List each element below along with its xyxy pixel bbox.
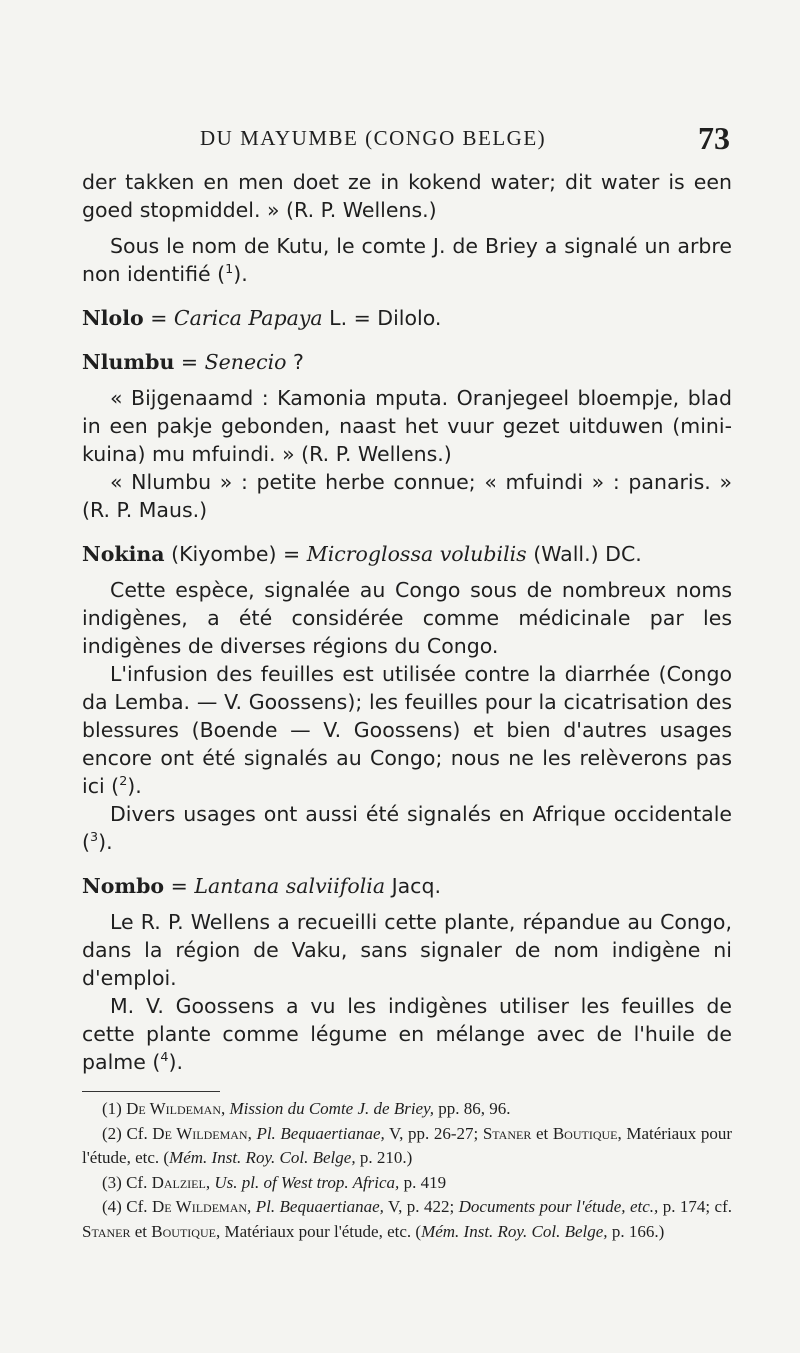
footnote-text: V, p. 422; bbox=[383, 1197, 459, 1216]
footnote-text: p. 166.) bbox=[607, 1221, 665, 1241]
entry-prefix: (Kiyombe) = bbox=[164, 542, 307, 566]
paragraph-tail: ). bbox=[98, 830, 113, 854]
page-number: 73 bbox=[698, 120, 730, 156]
entry-term: Nlumbu bbox=[82, 350, 175, 374]
paragraph-continuation: der takken en men doet ze in kokend water; dit water is een goed stopmiddel. » (R. P. Wellens.) bbox=[82, 170, 732, 222]
entry-rest: ? bbox=[286, 350, 304, 374]
footnote-ref-4: 4 bbox=[160, 1049, 169, 1065]
footnote-number: (3) bbox=[102, 1172, 122, 1192]
footnote-1 bbox=[82, 1097, 732, 1122]
footnote-author: Boutique, bbox=[151, 1221, 221, 1241]
footnote-author: Boutique, bbox=[552, 1123, 622, 1143]
entry-term: Nlolo bbox=[82, 306, 144, 330]
paragraph-text: Divers usages ont aussi été signalés en Afrique occidentale ( bbox=[82, 802, 732, 854]
footnote-title: Us. pl. of West trop. Africa, bbox=[214, 1172, 400, 1192]
entry-rest: (Wall.) DC. bbox=[526, 542, 642, 566]
footnote-text: pp. 86, 96. bbox=[433, 1099, 511, 1118]
page-header bbox=[200, 120, 730, 156]
footnote-ref-2: 2 bbox=[119, 773, 128, 789]
footnote-text: Matériaux pour l'étude, etc. ( bbox=[82, 1123, 732, 1167]
paragraph-espece: Cette espèce, signalée au Congo sous de nombreux noms indigènes, a été considérée comme médicinale par les indigènes de diverses régions du Congo. bbox=[82, 578, 732, 658]
footnote-text: Matériaux pour l'étude, etc. ( bbox=[220, 1221, 422, 1241]
entry-rest: Jacq. bbox=[385, 874, 441, 898]
paragraph-tail: ). bbox=[168, 1050, 183, 1074]
paragraph-tail: ). bbox=[233, 262, 248, 286]
paragraph-text: L'infusion des feuilles est utilisée contre la diarrhée (Congo da Lemba. — V. Goossens); les feuilles pour la cicatrisation des blessures (Boende — V. Goossens) et bien d'autres usages encore ont été signalés au Congo; nous ne les relèverons pas ici ( bbox=[82, 662, 732, 798]
paragraph-infusion bbox=[82, 660, 732, 800]
footnote-divider bbox=[82, 1091, 220, 1092]
footnote-author: Staner bbox=[482, 1123, 532, 1143]
footnote-text: Cf. bbox=[126, 1172, 152, 1192]
footnote-2 bbox=[82, 1122, 732, 1171]
footnote-author: De Wildeman, bbox=[126, 1099, 226, 1118]
paragraph-wellens-nombo: Le R. P. Wellens a recueilli cette plante, répandue au Congo, dans la région de Vaku, sans signaler de nom indigène ni d'emploi. bbox=[82, 910, 732, 990]
paragraph-text: Sous le nom de Kutu, le comte J. de Briey a signalé un arbre non identifié ( bbox=[82, 234, 732, 286]
entry-nombo bbox=[82, 872, 732, 900]
footnote-title: Pl. Bequaertianae, bbox=[256, 1123, 385, 1143]
paragraph-text: M. V. Goossens a vu les indigènes utiliser les feuilles de cette plante comme légume en mélange avec de l'huile de palme ( bbox=[82, 994, 732, 1074]
footnote-text: et bbox=[130, 1221, 152, 1241]
footnote-text: et bbox=[531, 1123, 553, 1143]
footnotes bbox=[82, 1097, 732, 1244]
entry-nokina bbox=[82, 540, 732, 568]
footnote-4 bbox=[82, 1195, 732, 1244]
footnote-text: p. 174; cf. bbox=[658, 1197, 732, 1216]
footnote-ref-3: 3 bbox=[90, 829, 99, 845]
scientific-name: Senecio bbox=[204, 350, 287, 374]
paragraph-wellens-quote: « Bijgenaamd : Kamonia mputa. Oranjegeel bloempje, blad in een pakje gebonden, naast het vuur gezet uitduwen (mini-kuina) mu mfuindi. » (R. P. Wellens.) bbox=[82, 386, 732, 466]
footnote-author: Dalziel, bbox=[151, 1172, 211, 1192]
footnote-title: Pl. Bequaertianae, bbox=[255, 1197, 384, 1216]
footnote-text: Cf. bbox=[126, 1123, 153, 1143]
footnote-number: (2) bbox=[102, 1123, 122, 1143]
entry-equals: = bbox=[164, 874, 195, 898]
paragraph-tail: ). bbox=[127, 774, 142, 798]
footnote-text: Cf. bbox=[126, 1197, 152, 1216]
paragraph-maus-quote: « Nlumbu » : petite herbe connue; « mfuindi » : panaris. » (R. P. Maus.) bbox=[82, 470, 732, 522]
entry-term: Nombo bbox=[82, 874, 165, 898]
entry-term: Nokina bbox=[82, 542, 165, 566]
scientific-name: Carica Papaya bbox=[173, 306, 323, 330]
footnote-author: De Wildeman, bbox=[152, 1123, 252, 1143]
scientific-name: Microglossa volubilis bbox=[306, 542, 527, 566]
footnote-journal: Mém. Inst. Roy. Col. Belge, bbox=[421, 1221, 608, 1241]
footnote-title: Documents pour l'étude, etc., bbox=[458, 1197, 659, 1216]
footnote-ref-1: 1 bbox=[225, 261, 234, 277]
scientific-name: Lantana salviifolia bbox=[194, 874, 386, 898]
footnote-author: De Wildeman, bbox=[151, 1197, 252, 1216]
footnote-number: (1) bbox=[102, 1099, 122, 1118]
footnote-3 bbox=[82, 1171, 732, 1196]
paragraph-goossens bbox=[82, 992, 732, 1076]
entry-equals: = bbox=[143, 306, 174, 330]
paragraph-divers bbox=[82, 800, 732, 856]
running-head: DU MAYUMBE (CONGO BELGE) bbox=[200, 126, 547, 150]
footnote-text: V, pp. 26-27; bbox=[384, 1123, 483, 1143]
footnote-number: (4) bbox=[102, 1197, 122, 1216]
footnote-author: Staner bbox=[82, 1221, 131, 1241]
paragraph-kutu bbox=[82, 232, 732, 288]
body-text bbox=[82, 168, 732, 1076]
footnote-journal: Mém. Inst. Roy. Col. Belge, bbox=[169, 1148, 356, 1167]
footnote-text: p. 210.) bbox=[355, 1148, 413, 1167]
footnote-title: Mission du Comte J. de Briey, bbox=[229, 1099, 434, 1118]
footnote-text: p. 419 bbox=[399, 1172, 447, 1192]
entry-equals: = bbox=[174, 350, 205, 374]
entry-nlumbu bbox=[82, 348, 732, 376]
entry-rest: L. = Dilolo. bbox=[322, 306, 442, 330]
entry-nlolo bbox=[82, 304, 732, 332]
